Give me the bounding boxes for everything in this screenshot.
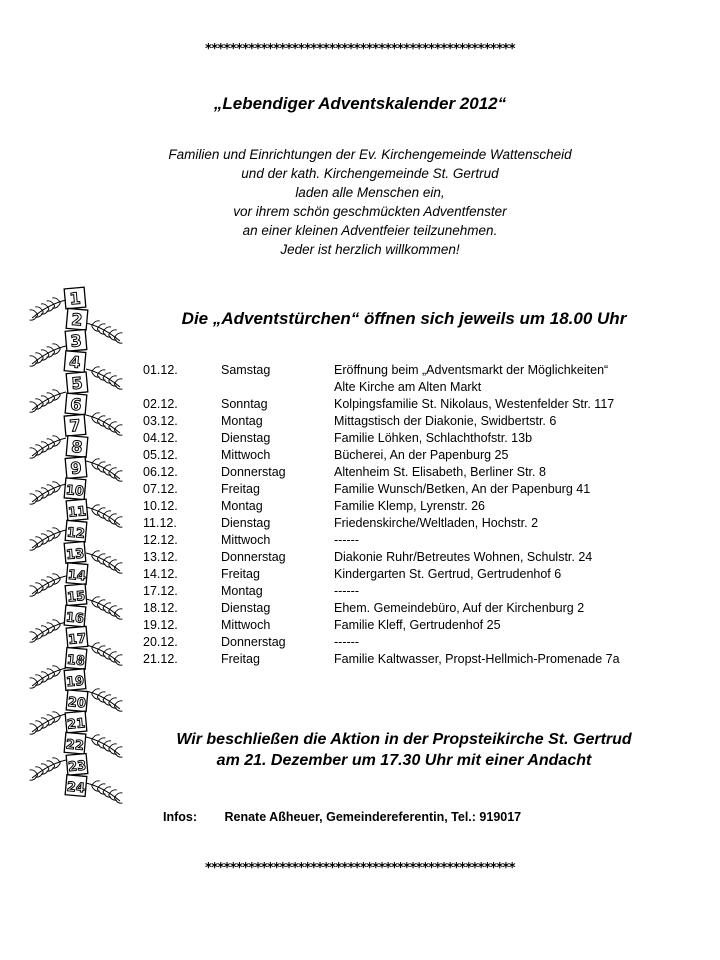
calendar-door <box>65 393 87 415</box>
fir-branch <box>30 620 66 642</box>
door-number: 12 <box>66 525 86 542</box>
location-cell: Bücherei, An der Papenburg 25 <box>334 448 509 462</box>
weekday-cell: Montag <box>221 499 263 513</box>
calendar-door <box>64 542 86 564</box>
calendar-door <box>65 584 87 606</box>
weekday-cell: Freitag <box>221 482 260 496</box>
date-cell: 13.12. <box>143 550 178 564</box>
section-subtitle: Die „Adventstürchen“ öffnen sich jeweils um 18.00 Uhr <box>181 309 627 328</box>
fir-branch <box>30 390 66 412</box>
location-cell: ------ <box>334 584 359 598</box>
fir-branch <box>86 459 122 481</box>
location-line: Eröffnung beim „Adventsmarkt der Möglichkeiten“ <box>334 363 609 377</box>
calendar-door <box>66 436 88 458</box>
location-line: Alte Kirche am Alten Markt <box>334 380 482 394</box>
door-number: 18 <box>66 652 86 670</box>
intro-line: Jeder ist herzlich willkommen! <box>280 242 460 257</box>
weekday-cell: Dienstag <box>221 601 271 615</box>
location-cell: Friedenskirche/Weltladen, Hochstr. 2 <box>334 516 539 530</box>
door-number: 2 <box>70 309 84 330</box>
contact-text: Renate Aßheuer, Gemeindereferentin, Tel.: 919017 <box>224 810 522 824</box>
date-cell: 10.12. <box>143 499 178 513</box>
fir-branch <box>86 689 122 711</box>
weekday-cell: Samstag <box>221 363 271 377</box>
location-cell: Familie Wunsch/Betken, An der Papenburg 41 <box>334 482 591 496</box>
calendar-door <box>66 372 88 394</box>
door-number: 10 <box>65 483 85 500</box>
calendar-door <box>66 563 88 585</box>
date-cell: 07.12. <box>143 482 178 496</box>
door-number: 15 <box>66 589 86 606</box>
fir-branch <box>86 367 122 389</box>
fir-branch <box>30 712 66 734</box>
date-cell: 06.12. <box>143 465 178 479</box>
intro-line: laden alle Menschen ein, <box>295 185 445 200</box>
weekday-cell: Sonntag <box>221 397 268 411</box>
location-cell: Kolpingsfamilie St. Nikolaus, Westenfelder Str. 117 <box>334 397 615 411</box>
door-number: 9 <box>69 458 83 479</box>
date-cell: 03.12. <box>143 414 178 428</box>
fir-branch <box>30 758 66 780</box>
location-cell: Diakonie Ruhr/Betreutes Wohnen, Schulstr. 24 <box>334 550 593 564</box>
intro-line: und der kath. Kirchengemeinde St. Gertrud <box>241 166 499 181</box>
numbered-door-column <box>64 287 88 796</box>
intro-line: an einer kleinen Adventfeier teilzunehmen. <box>242 223 498 238</box>
weekday-cell: Mittwoch <box>221 618 271 632</box>
calendar-door <box>66 499 88 521</box>
location-cell: Mittagstisch der Diakonie, Swidbertstr. 6 <box>334 414 557 428</box>
fir-branch <box>30 344 66 366</box>
location-cell: Kindergarten St. Gertrud, Gertrudenhof 6 <box>334 567 562 581</box>
location-cell: ------ <box>334 533 359 547</box>
closing-statement <box>84 729 720 771</box>
location-cell: Familie Kleff, Gertrudenhof 25 <box>334 618 501 632</box>
location-cell: Familie Klemp, Lyrenstr. 26 <box>334 499 485 513</box>
fir-branch <box>86 505 122 527</box>
weekday-cell: Dienstag <box>221 516 271 530</box>
door-number: 4 <box>68 352 82 373</box>
calendar-door <box>64 605 86 627</box>
door-number: 23 <box>67 758 87 776</box>
date-cell: 21.12. <box>143 652 178 666</box>
door-number: 5 <box>70 373 84 394</box>
weekday-cell: Mittwoch <box>221 448 271 462</box>
weekday-cell: Donnerstag <box>221 550 286 564</box>
door-number: 7 <box>68 415 82 436</box>
date-cell: 17.12. <box>143 584 178 598</box>
fir-branch <box>86 781 122 803</box>
contact-label: Infos: <box>163 810 198 824</box>
date-cell: 14.12. <box>143 567 178 581</box>
weekday-cell: Freitag <box>221 567 260 581</box>
door-number: 1 <box>68 288 82 309</box>
door-number: 19 <box>65 673 85 691</box>
calendar-door <box>64 287 86 309</box>
location-cell: Altenheim St. Elisabeth, Berliner Str. 8 <box>334 465 546 479</box>
date-cell: 02.12. <box>143 397 178 411</box>
fir-branch <box>30 666 66 688</box>
fir-branch <box>86 413 122 435</box>
date-cell: 12.12. <box>143 533 178 547</box>
door-number: 6 <box>69 394 83 415</box>
intro-line: vor ihrem schön geschmückten Adventfenster <box>233 204 507 219</box>
closing-line: am 21. Dezember um 17.30 Uhr mit einer Andacht <box>216 752 592 769</box>
location-cell: ------ <box>334 635 359 649</box>
date-cell: 20.12. <box>143 635 178 649</box>
door-number: 8 <box>70 436 84 457</box>
calendar-door <box>65 520 87 542</box>
weekday-cell: Donnerstag <box>221 465 286 479</box>
date-cell: 18.12. <box>143 601 178 615</box>
fir-branch <box>30 298 66 320</box>
fir-branch <box>86 551 122 573</box>
date-cell: 11.12. <box>143 516 177 530</box>
weekday-cell: Mittwoch <box>221 533 271 547</box>
door-number: 13 <box>65 546 85 564</box>
page-title: „Lebendiger Adventskalender 2012“ <box>213 94 507 113</box>
location-cell: Familie Kaltwasser, Propst-Hellmich-Promenade 7a <box>334 652 620 666</box>
fir-branch <box>86 597 122 619</box>
location-cell: Familie Löhken, Schlachthofstr. 13b <box>334 431 533 445</box>
weekday-cell: Dienstag <box>221 431 271 445</box>
calendar-door <box>64 351 86 373</box>
door-number: 16 <box>65 610 85 627</box>
door-number: 21 <box>66 716 86 733</box>
weekday-cell: Montag <box>221 414 263 428</box>
fir-branch <box>86 643 122 665</box>
door-number: 17 <box>67 631 87 648</box>
door-number: 11 <box>67 504 87 521</box>
calendar-door <box>66 690 88 712</box>
calendar-door <box>65 330 87 352</box>
calendar-door <box>64 669 86 691</box>
location-cell <box>334 362 608 396</box>
intro-line: Familien und Einrichtungen der Ev. Kirchengemeinde Wattenscheid <box>168 147 572 162</box>
fir-branch <box>30 436 66 458</box>
door-number: 20 <box>67 695 87 712</box>
door-number: 3 <box>69 330 83 351</box>
calendar-door <box>65 648 87 670</box>
weekday-cell: Montag <box>221 584 263 598</box>
fir-branch <box>30 528 66 550</box>
fir-branch <box>30 574 66 596</box>
calendar-door <box>64 732 86 754</box>
intro-text <box>0 145 720 259</box>
date-cell: 05.12. <box>143 448 178 462</box>
calendar-door <box>65 775 87 797</box>
weekday-cell: Donnerstag <box>221 635 286 649</box>
door-number: 14 <box>67 567 87 585</box>
contact-info <box>163 810 521 824</box>
calendar-door <box>64 478 86 500</box>
date-cell: 19.12. <box>143 618 178 632</box>
date-cell: 01.12. <box>143 363 178 377</box>
calendar-door <box>66 626 88 648</box>
calendar-door <box>65 457 87 479</box>
closing-line: Wir beschließen die Aktion in der Propsteikirche St. Gertrud <box>176 731 632 748</box>
date-cell: 04.12. <box>143 431 178 445</box>
location-cell: Ehem. Gemeindebüro, Auf der Kirchenburg 2 <box>334 601 585 615</box>
star-border-bottom: ************************************************** <box>205 861 515 876</box>
weekday-cell: Freitag <box>221 652 260 666</box>
door-number: 24 <box>66 779 86 797</box>
door-number: 22 <box>65 737 85 754</box>
calendar-door <box>64 414 86 436</box>
fir-branch <box>30 482 66 504</box>
star-border-top: ************************************************** <box>205 42 515 57</box>
